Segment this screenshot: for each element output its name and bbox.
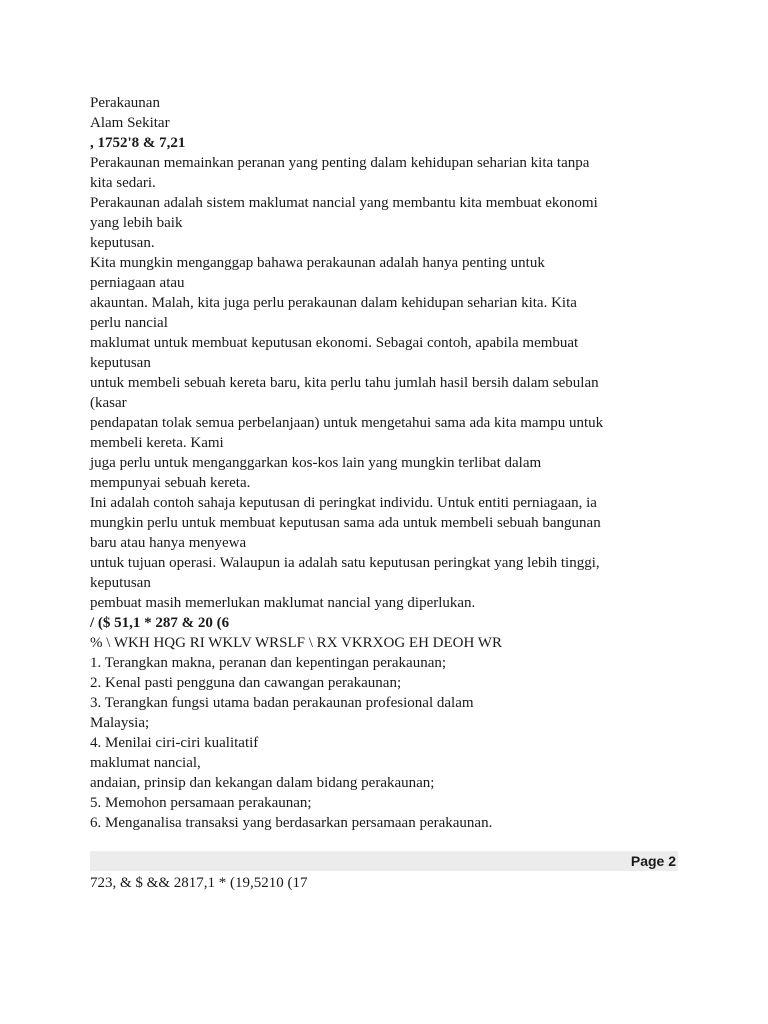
document-text-line: keputusan	[90, 575, 151, 591]
document-text-line: pendapatan tolak semua perbelanjaan) untuk mengetahui sama ada kita mampu untuk	[90, 415, 604, 431]
document-text-line: untuk tujuan operasi. Walaupun ia adalah satu keputusan peringkat yang lebih tinggi,	[90, 555, 600, 571]
document-text-line: mungkin perlu untuk membuat keputusan sama ada untuk membeli sebuah bangunan	[90, 515, 601, 531]
document-text-line: Alam Sekitar	[90, 115, 170, 131]
document-text-line: andaian, prinsip dan kekangan dalam bidang perakaunan;	[90, 775, 435, 791]
document-text-line: 6. Menganalisa transaksi yang berdasarkan persamaan perakaunan.	[90, 815, 493, 831]
document-text-line: baru atau hanya menyewa	[90, 535, 247, 551]
document-text-line: Ini adalah contoh sahaja keputusan di peringkat individu. Untuk entiti perniagaan, ia	[90, 495, 597, 511]
document-text-line: 2. Kenal pasti pengguna dan cawangan perakaunan;	[90, 675, 402, 691]
next-page-heading: 723, & $ && 2817,1 * (19,5210 (17	[90, 875, 308, 891]
document-text-line: keputusan.	[90, 235, 155, 251]
document-text-line: 1. Terangkan makna, peranan dan kepentingan perakaunan;	[90, 655, 447, 671]
document-text-line: juga perlu untuk menganggarkan kos-kos lain yang mungkin terlibat dalam	[90, 455, 542, 471]
document-text-line: yang lebih baik	[90, 215, 183, 231]
document-text-line: kita sedari.	[90, 175, 156, 191]
document-text-line: perlu nancial	[90, 315, 168, 331]
document-text-line: untuk membeli sebuah kereta baru, kita perlu tahu jumlah hasil bersih dalam sebulan	[90, 375, 599, 391]
document-text-line: Kita mungkin menganggap bahawa perakaunan adalah hanya penting untuk	[90, 255, 545, 271]
document-text-line: membeli kereta. Kami	[90, 435, 224, 451]
page-number-label: Page 2	[630, 853, 676, 869]
document-text-line: maklumat nancial,	[90, 755, 201, 771]
document-text-line: (kasar	[90, 395, 127, 411]
document-heading-line: , 1752'8 & 7,21	[90, 135, 186, 151]
document-text-line: 5. Memohon persamaan perakaunan;	[90, 795, 312, 811]
document-text-line: pembuat masih memerlukan maklumat nancial yang diperlukan.	[90, 595, 476, 611]
document-text-line: Malaysia;	[90, 715, 150, 731]
document-text-line: maklumat untuk membuat keputusan ekonomi. Sebagai contoh, apabila membuat	[90, 335, 579, 351]
document-text-line: Perakaunan memainkan peranan yang penting dalam kehidupan seharian kita tanpa	[90, 155, 590, 171]
document-heading-line: / ($ 51,1 * 287 & 20 (6	[90, 615, 230, 631]
document-text-line: akauntan. Malah, kita juga perlu perakaunan dalam kehidupan seharian kita. Kita	[90, 295, 577, 311]
document-text-line: 3. Terangkan fungsi utama badan perakaunan profesional dalam	[90, 695, 474, 711]
document-text-line: Perakaunan	[90, 95, 160, 111]
document-text-line: Perakaunan adalah sistem maklumat nancial yang membantu kita membuat ekonomi	[90, 195, 598, 211]
document-text-line: perniagaan atau	[90, 275, 185, 291]
document-text-line: 4. Menilai ciri-ciri kualitatif	[90, 735, 259, 751]
page-separator-bar	[90, 851, 678, 871]
document-text-line: mempunyai sebuah kereta.	[90, 475, 251, 491]
document-text-line: % \ WKH HQG RI WKLV WRSLF \ RX VKRXOG EH DEOH WR	[90, 635, 502, 651]
document-text-line: keputusan	[90, 355, 151, 371]
document-body	[90, 93, 678, 833]
